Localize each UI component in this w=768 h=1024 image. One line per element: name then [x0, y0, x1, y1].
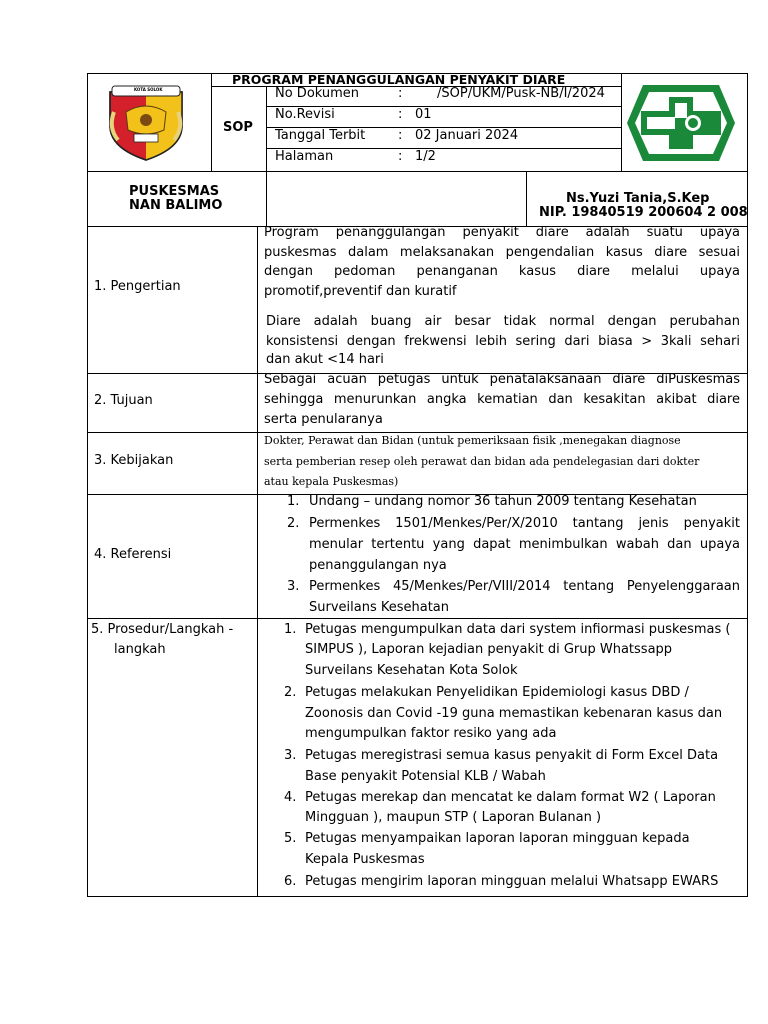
sop-label: SOP — [223, 120, 253, 135]
signer-name: Ns.Yuzi Tania,S.Kep — [566, 191, 710, 206]
meta-value-halaman: 1/2 — [415, 149, 436, 164]
header-divider-sop — [266, 86, 267, 171]
label-tujuan: 2. Tujuan — [94, 393, 153, 408]
prosedur-item-number: 3. — [284, 748, 297, 763]
prosedur-item-line: Mingguan ), maupun STP ( Laporan Bulanan ) — [305, 810, 602, 825]
label-kebijakan: 3. Kebijakan — [94, 453, 174, 468]
referensi-item-line: penanggulangan nya — [309, 558, 447, 573]
meta-sep-tanggal-terbit: : — [398, 128, 403, 143]
meta-sep-no-dokumen: : — [398, 86, 403, 101]
referensi-item-number: 3. — [287, 579, 300, 594]
pengertian-p1-line3: dengan pedoman penanganan kasus diare melalui upaya — [264, 264, 740, 279]
meta-value-no-revisi: 01 — [415, 107, 432, 122]
pengertian-p1-line1: Program penanggulangan penyakit diare adalah suatu upaya — [264, 225, 740, 240]
pengertian-p1-line2: puskesmas dalam melaksanakan pengendalian kasus diare sesuai — [264, 245, 740, 260]
prosedur-item-line: Zoonosis dan Covid -19 guna memastikan kebenaran kasus dan — [305, 706, 723, 721]
prosedur-item-number: 2. — [284, 685, 297, 700]
pengertian-p1-line4: promotif,preventif dan kuratif — [264, 284, 457, 299]
referensi-item-line: Permenkes 45/Menkes/Per/VIII/2014 tentang Penyelenggaraan — [309, 579, 740, 594]
outer-border-left — [87, 73, 88, 897]
label-prosedur-line2: langkah — [114, 642, 166, 657]
puskesmas-logo — [625, 79, 737, 167]
prosedur-item-line: mengumpulkan faktor resiko yang ada — [305, 726, 557, 741]
meta-label-tanggal-terbit: Tanggal Terbit — [275, 128, 366, 143]
prosedur-item-number: 1. — [284, 622, 297, 637]
signer-nip: NIP. 19840519 200604 2 008 — [539, 205, 748, 220]
prosedur-item-line: Petugas merekap dan mencatat ke dalam format W2 ( Laporan — [305, 790, 716, 805]
pengertian-p2-line1: Diare adalah buang air besar tidak normal dengan perubahan — [266, 314, 740, 329]
prosedur-item-number: 4. — [284, 790, 297, 805]
org-divider-1 — [266, 171, 267, 226]
label-referensi: 4. Referensi — [94, 547, 172, 562]
org-name-line1: PUSKESMAS — [129, 184, 220, 199]
outer-border-bottom — [87, 896, 748, 897]
meta-label-no-dokumen: No Dokumen — [275, 86, 360, 101]
prosedur-item-line: Petugas melakukan Penyelidikan Epidemiologi kasus DBD / — [305, 685, 689, 700]
meta-sep-no-revisi: : — [398, 107, 403, 122]
pengertian-p2-line2: konsistensi dengan frekwensi lebih sering dari biasa > 3kali sehari — [266, 334, 740, 349]
referensi-item-line: Undang – undang nomor 36 tahun 2009 tentang Kesehatan — [309, 494, 697, 509]
label-prosedur-line1: 5. Prosedur/Langkah - — [91, 622, 234, 637]
prosedur-item-line: SIMPUS ), Laporan kejadian penyakit di Grup Whatssapp — [305, 642, 673, 657]
prosedur-item-line: Surveilans Kesehatan Kota Solok — [305, 663, 518, 678]
pengertian-p2-line3: dan akut <14 hari — [266, 352, 384, 367]
header-divider-right-logo — [621, 73, 622, 171]
prosedur-item-line: Base penyakit Potensial KLB / Wabah — [305, 769, 546, 784]
prosedur-item-number: 5. — [284, 831, 297, 846]
body-column-divider — [257, 226, 258, 897]
meta-label-halaman: Halaman — [275, 149, 334, 164]
header-bottom-line — [87, 171, 748, 172]
kebijakan-line2: serta pemberian resep oleh perawat dan bidan ada pendelegasian dari dokter — [264, 455, 700, 468]
label-pengertian: 1. Pengertian — [94, 279, 181, 294]
org-name-line2: NAN BALIMO — [129, 198, 223, 213]
prosedur-item-line: Petugas meregistrasi semua kasus penyakit di Form Excel Data — [305, 748, 719, 763]
city-emblem — [104, 82, 188, 162]
tujuan-line2: sehingga menurunkan angka kematian dan kesakitan akibat diare — [264, 392, 740, 407]
referensi-item-line: menular tertentu yang dapat menimbulkan wabah dan upaya — [309, 537, 740, 552]
org-divider-2 — [526, 171, 527, 226]
referensi-item-number: 2. — [287, 516, 300, 531]
outer-border-right — [747, 73, 748, 897]
referensi-item-line: Permenkes 1501/Menkes/Per/X/2010 tantang jenis penyakit — [309, 516, 740, 531]
prosedur-item-line: Petugas mengirim laporan mingguan melalui Whatsapp EWARS — [305, 874, 719, 889]
prosedur-item-number: 6. — [284, 874, 297, 889]
meta-value-tanggal-terbit: 02 Januari 2024 — [415, 128, 519, 143]
header-divider-logo — [211, 73, 212, 171]
prosedur-item-line: Petugas menyampaikan laporan laporan mingguan kepada — [305, 831, 690, 846]
tujuan-line1: Sebagai acuan petugas untuk penatalaksanaan diare diPuskesmas — [264, 372, 740, 387]
referensi-item-line: Surveilans Kesehatan — [309, 600, 450, 615]
row-line-referensi — [87, 618, 748, 619]
emblem-top-text: KOTA SOLOK — [134, 87, 163, 92]
meta-label-no-revisi: No.Revisi — [275, 107, 335, 122]
meta-sep-halaman: : — [398, 149, 403, 164]
prosedur-item-line: Kepala Puskesmas — [305, 852, 425, 867]
tujuan-line3: serta penularanya — [264, 412, 383, 427]
referensi-item-number: 1. — [287, 494, 300, 509]
program-title: PROGRAM PENANGGULANGAN PENYAKIT DIARE — [232, 72, 566, 87]
prosedur-item-line: Petugas mengumpulkan data dari system infiormasi puskesmas ( — [305, 622, 731, 637]
kebijakan-line1: Dokter, Perawat dan Bidan (untuk pemeriksaan fisik ,menegakan diagnose — [264, 434, 681, 447]
meta-value-no-dokumen: /SOP/UKM/Pusk-NB/I/2024 — [437, 86, 605, 101]
kebijakan-line3: atau kepala Puskesmas) — [264, 475, 399, 488]
